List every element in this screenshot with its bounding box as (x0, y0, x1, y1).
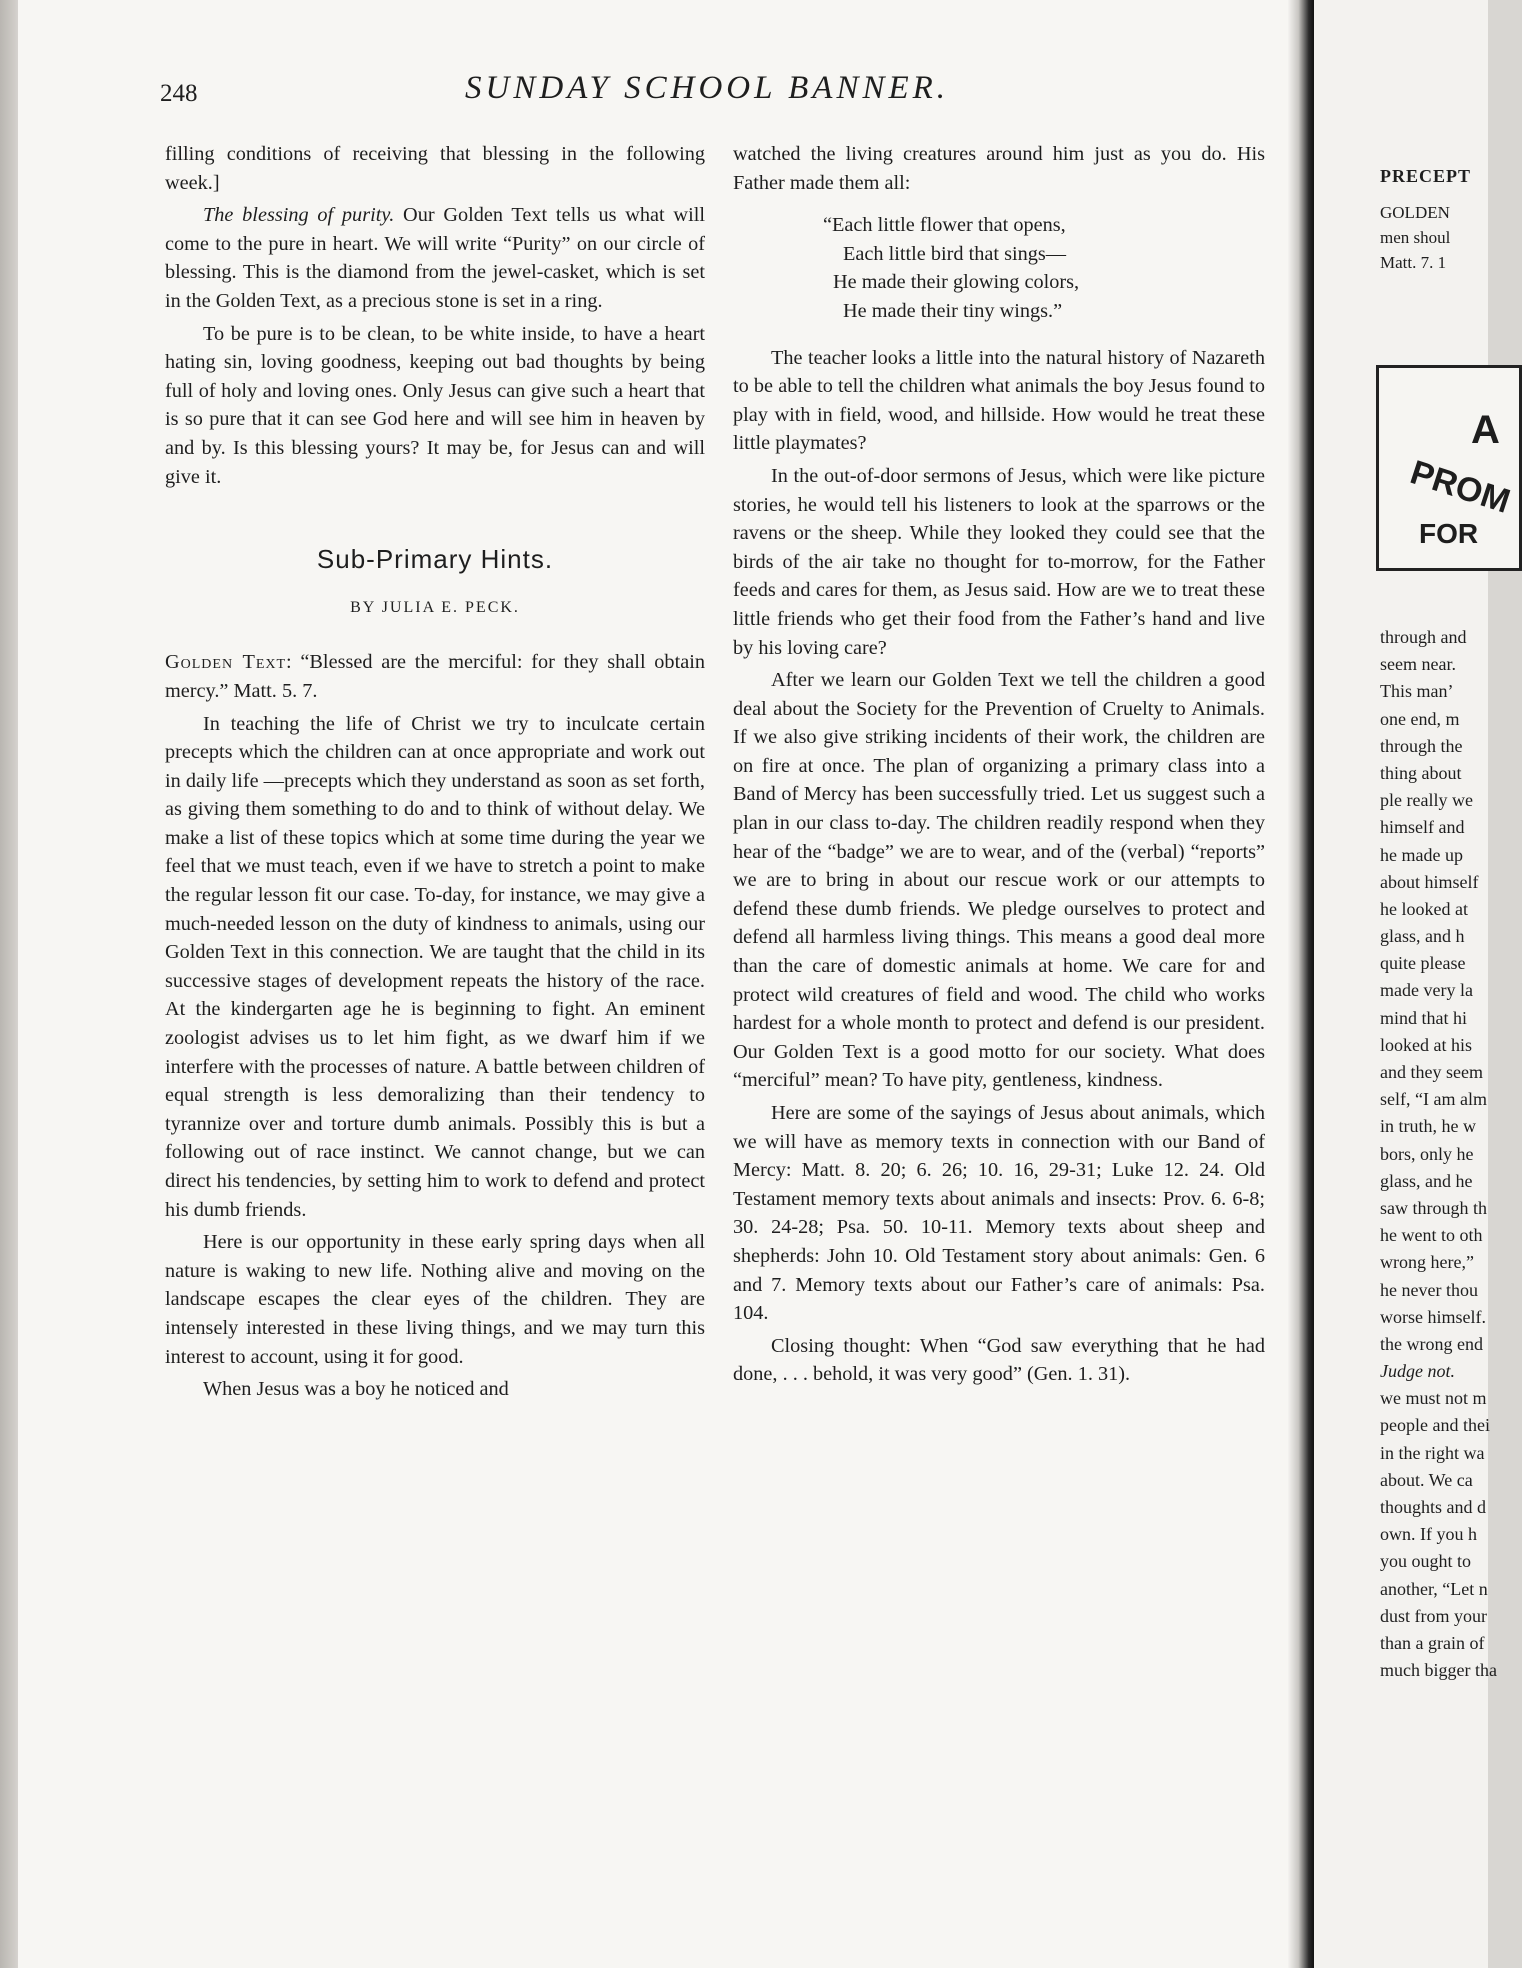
facing-line: wrong here,” (1380, 1252, 1474, 1273)
paragraph-text: Our Golden Text tells us what will come to the pure in heart. We will write “Purity” on our circle of blessing. This is the diamond from the jewel-casket, which is set in the Golden Text, as a precious stone is set in a ring. (165, 204, 705, 312)
facing-line: through and (1380, 627, 1467, 647)
facing-line: men shoul (1380, 228, 1451, 247)
poem-line: Each little bird that sings— (843, 242, 1067, 265)
illustration-letter: A (1471, 408, 1500, 452)
facing-line: through the (1380, 735, 1463, 756)
illustration-for: FOR (1419, 518, 1479, 549)
facing-line: made very la (1380, 980, 1473, 1001)
facing-page (1314, 0, 1515, 1968)
facing-line: self, “I am alm (1380, 1089, 1487, 1110)
facing-line: This man’ (1380, 681, 1454, 702)
byline: BY JULIA E. PECK. (350, 598, 520, 616)
page-header (160, 70, 1290, 110)
facing-line: the wrong end (1380, 1333, 1483, 1354)
facing-heading: PRECEPT (1380, 166, 1472, 186)
facing-line: another, “Let n (1380, 1578, 1488, 1599)
facing-line: Judge not. (1380, 1361, 1455, 1382)
running-head: SUNDAY SCHOOL BANNER. (465, 70, 950, 106)
column-left (165, 140, 705, 1408)
facing-line: saw through th (1380, 1197, 1487, 1218)
section-title: Sub-Primary Hints. (316, 544, 554, 575)
golden-text-quote: : “Blessed are the merciful: for they shall obtain mercy.” Matt. 5. 7. (165, 651, 705, 702)
facing-line: in truth, he w (1380, 1116, 1476, 1137)
paragraph: watched the living creatures around him just as you do. His Father made them all: (733, 143, 1265, 194)
facing-line: glass, and he (1380, 1170, 1473, 1191)
facing-line: seem near. (1380, 654, 1456, 675)
italic-lead: The blessing of purity. (203, 204, 395, 227)
facing-line: thoughts and d (1380, 1497, 1486, 1517)
facing-line: in the right wa (1380, 1442, 1485, 1463)
facing-line: and they seem (1380, 1062, 1483, 1082)
facing-line: he never thou (1380, 1279, 1478, 1300)
paragraph: To be pure is to be clean, to be white inside, to have a heart hating sin, loving goodness, keeping out bad thoughts by being full of holy and loving ones. Only Jesus can give such a heart that is so pure that it can see God here and will see him in heaven by and by. Is this blessing yours? It may be, for Jesus can and will give it. (165, 322, 705, 488)
golden-text (165, 648, 705, 705)
facing-line: himself and (1380, 817, 1465, 838)
paragraph: Here are some of the sayings of Jesus about animals, which we will have as memory texts in connection with our Band of Mercy: Matt. 8. 20; 6. 26; 10. 16, 29-31; Luke 12. 24. Old Testament memory texts about animals and insects: Prov. 6. 6-8; 30. 24-28; Psa. 50. 10-11. Memory texts about sheep and shepherds: John 10. Old Testament story about animals: Gen. 6 and 7. Memory texts about our Father’s care of animals: Psa. 104. (733, 1102, 1265, 1325)
facing-line: bors, only he (1380, 1143, 1474, 1164)
paragraph: filling conditions of receiving that blessing in the following week.] (165, 143, 705, 194)
facing-line: thing about (1380, 762, 1462, 783)
book-binding-gutter (1288, 0, 1314, 1968)
facing-line: ple really we (1380, 790, 1473, 811)
facing-line: he made up (1380, 844, 1463, 865)
facing-line: about himself (1380, 871, 1479, 892)
facing-line: you ought to (1380, 1551, 1472, 1572)
paragraph: Here is our opportunity in these early spring days when all nature is waking to new life. Nothing alive and moving on the landscape escapes the clear eyes of the children. They are intensely interested in these living things, and we may turn this interest to account, using it for good. (165, 1231, 705, 1368)
poem-line: He made their glowing colors, (833, 271, 1080, 294)
paragraph: After we learn our Golden Text we tell the children a good deal about the Society for the Prevention of Cruelty to Animals. If we also give striking incidents of their work, the children are on fire at once. The plan of organizing a primary class into a Band of Mercy has been successfully tried. Let us suggest such a plan in our class to-day. The children readily respond when they hear of the “badge” we are to wear, and of the (verbal) “reports” we are to bring in about our rescue work or our attempts to defend these dumb friends. We pledge ourselves to protect and defend all harmless living things. This means a good deal more than the care of domestic animals at home. We care for and protect wild creatures of field and wood. The child who works hardest for a whole month to protect and defend is our president. Our Golden Text is a good motto for our society. What does “merciful” mean? To have pity, gentleness, kindness. (733, 669, 1265, 1092)
facing-line: much bigger tha (1380, 1660, 1497, 1681)
facing-line: one end, m (1380, 708, 1460, 729)
golden-text-label: Golden Text (165, 651, 287, 674)
paragraph: When Jesus was a boy he noticed and (203, 1378, 509, 1401)
facing-line: he went to oth (1380, 1225, 1483, 1246)
paragraph: In teaching the life of Christ we try to inculcate certain precepts which the children can at once appropriate and work out in daily life —precepts which they understand as soon as set forth, as giving them something to do and to think of without delay. We make a list of these topics which at some time during the year we feel that we must teach, even if we have to stretch a point to make the regular lesson fit our case. To-day, for instance, we may give a much-needed lesson on the duty of kindness to animals, using our Golden Text in this connection. We are taught that the child in its successive stages of development repeats the history of the race. At the kindergarten age he is beginning to fight. An eminent zoologist advises us to let him fight, as we dwarf him if we interfere with the processes of nature. A battle between children of equal strength is less demoralizing than their tendency to tyrannize over and torture dumb animals. Possibly this is but a following out of race instinct. We cannot change, but we can direct his tendencies, by setting him to work to defend and protect his dumb friends. (165, 712, 705, 1221)
illustration-box (1376, 365, 1522, 571)
poem-line: He made their tiny wings.” (843, 299, 1063, 322)
poem (733, 211, 1265, 325)
facing-line: than a grain of (1380, 1632, 1485, 1653)
facing-text (1380, 624, 1510, 1684)
page-number: 248 (160, 80, 198, 107)
paragraph: Closing thought: When “God saw everything that he had done, . . . behold, it was very good” (Gen. 1. 31). (733, 1334, 1265, 1386)
column-right (733, 140, 1265, 1393)
facing-line: we must not m (1380, 1388, 1487, 1409)
facing-line: looked at his (1380, 1034, 1472, 1055)
facing-line: worse himself. (1380, 1306, 1486, 1327)
facing-line: dust from your (1380, 1605, 1487, 1626)
facing-line: people and thei (1380, 1415, 1490, 1436)
facing-line: Matt. 7. 1 (1380, 253, 1447, 272)
paragraph: In the out-of-door sermons of Jesus, which were like picture stories, he would tell his listeners to look at the sparrows or the ravens or the sheep. While they looked they could see that the birds of the air take no thought for to-morrow, for the Father feeds and cares for them, as Jesus said. How are we to treat these little friends who get their food from the Father’s hand and live by his loving care? (733, 464, 1265, 659)
poem-line: “Each little flower that opens, (823, 214, 1066, 237)
facing-line: GOLDEN (1380, 203, 1450, 222)
facing-line: own. If you h (1380, 1524, 1477, 1545)
facing-line: glass, and h (1380, 926, 1465, 947)
facing-line: quite please (1380, 953, 1466, 974)
paragraph: The teacher looks a little into the natural history of Nazareth to be able to tell the children what animals the boy Jesus found to play with in field, wood, and hillside. How would he treat these little playmates? (733, 346, 1265, 455)
facing-line: mind that hi (1380, 1007, 1467, 1028)
illustration-word: PROM (1405, 453, 1515, 521)
facing-line: he looked at (1380, 898, 1468, 919)
paragraph-purity (165, 201, 705, 315)
facing-golden-text (1380, 200, 1500, 275)
facing-line: about. We ca (1380, 1469, 1473, 1490)
